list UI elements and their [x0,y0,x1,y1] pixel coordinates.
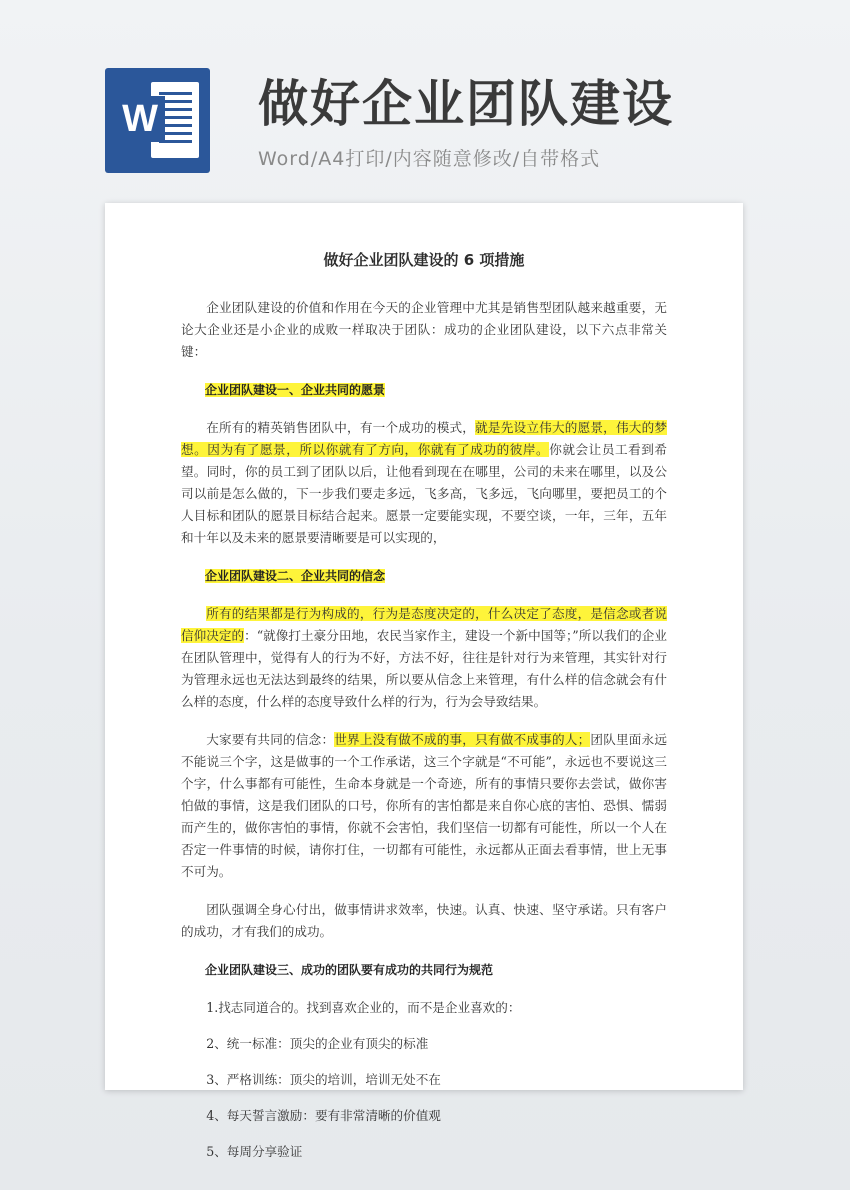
section-heading-2-text: 企业团队建设二、企业共同的信念 [205,569,386,583]
page-title: 做好企业团队建设 [258,75,674,133]
section-2-paragraph-3: 团队强调全身心付出，做事情讲求效率，快速。认真、快速、坚守承诺。只有客户的成功，才有我们的成功。 [181,902,667,939]
list-item: 3、严格训练：顶尖的培训，培训无处不在 [206,1072,441,1087]
list-item: 5、每周分享验证 [206,1144,303,1159]
section-heading-1 [205,379,667,401]
document-page [105,203,743,1159]
list-item: 4、每天誓言激励：要有非常清晰的价值观 [206,1108,441,1123]
section-2-text-2b: 团队里面永远不能说三个字，这是做事的一个工作承诺，这三个字就是“不可能”，永远也不要说这三个字，什么事都有可能性，生命本身就是一个奇迹，所有的事情只要你去尝试，做你害怕做的事情，这是我们团队的口号，你所有的害怕都是来自你心底的害怕、恐惧、懦弱而产生的，做你害怕的事情，你就不会害怕，我们坚信一切都有可能性，所以一个人在否定一件事情的时候，请你打住，一切都有可能性，永远都从正面去看事情，世上无事不可为。 [181,732,668,879]
section-1-text-b: 你就会让员工看到希望。同时，你的员工到了团队以后，让他看到现在在哪里，公司的未来在哪里，以及公司以前是怎么做的，下一步我们要走多远，飞多高，飞多远，飞向哪里，要把员工的个人目标和团队的愿景目标结合起来。愿景一定要能实现，不要空谈，一年，三年，五年和十年以及未来的愿景要清晰要是可以实现的， [181,442,668,545]
list-item: 2、统一标准：顶尖的企业有顶尖的标准 [206,1036,429,1051]
section-heading-2 [205,565,667,587]
section-1-highlight: 就是先设立伟大的愿景，伟大的梦想。因为有了愿景，所以你就有了方向，你就有了成功的彼岸。 [181,420,668,457]
document-title: 做好企业团队建设的 6 项措施 [323,251,525,269]
word-letter: W [115,96,165,142]
header [0,0,850,200]
section-heading-1-text: 企业团队建设一、企业共同的愿景 [205,383,386,397]
word-icon [105,68,210,173]
section-2-text-1: ：“就像打土豪分田地，农民当家作主，建设一个新中国等；”所以我们的企业在团队管理中，觉得有人的行为不好，方法不好，往往是针对行为来管理，其实针对行为管理永远也无法达到最终的结果，所以要从信念上来管理，有什么样的信念就会有什么样的态度，什么样的态度导致什么样的行为，行为会导致结果。 [181,628,668,709]
section-2-paragraph-2 [181,729,667,883]
section-heading-3: 企业团队建设三、成功的团队要有成功的共同行为规范 [205,963,494,977]
section-1-text-a: 在所有的精英销售团队中，有一个成功的模式， [206,420,476,435]
section-2-highlight-1: 所有的结果都是行为构成的，行为是态度决定的，什么决定了态度，是信念或者说信仰决定的 [181,606,667,643]
page-subtitle: Word/A4打印/内容随意修改/自带格式 [258,148,601,170]
intro-paragraph: 企业团队建设的价值和作用在今天的企业管理中尤其是销售型团队越来越重要，无论大企业还是小企业的成败一样取决于团队：成功的企业团队建设，以下六点非常关键： [181,300,667,359]
list-item: 1.找志同道合的。找到喜欢企业的，而不是企业喜欢的： [206,1000,521,1015]
section-2-paragraph-1 [181,603,667,713]
section-2-text-2a: 大家要有共同的信念： [206,732,335,747]
section-2-highlight-2: 世界上没有做不成的事，只有做不成事的人； [334,732,591,747]
section-1-paragraph [181,417,667,549]
